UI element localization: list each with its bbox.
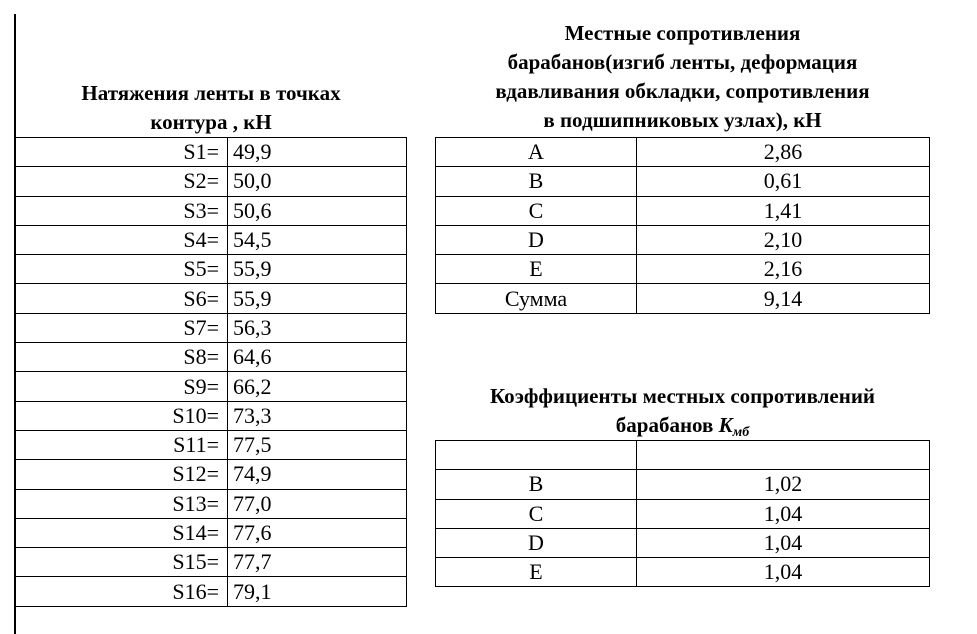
resistance-label-cell: D — [436, 225, 637, 254]
coefficient-value-cell: 1,02 — [637, 470, 930, 499]
tension-label-cell: S9= — [16, 372, 228, 401]
tension-value-cell: 77,0 — [228, 489, 407, 518]
tension-value-cell: 74,9 — [228, 460, 407, 489]
resistances-heading — [435, 19, 930, 135]
tension-value-cell: 55,9 — [228, 255, 407, 284]
tension-label-cell: S12= — [16, 460, 228, 489]
coefficient-value-cell: 1,04 — [637, 528, 930, 557]
tension-label-cell: S7= — [16, 313, 228, 342]
coefficients-heading — [435, 382, 930, 447]
resistance-row — [436, 225, 930, 254]
resistance-label-cell: E — [436, 255, 637, 284]
tension-heading — [15, 79, 407, 137]
tension-heading-line1: Натяжения ленты в точках — [81, 81, 341, 105]
tension-row — [16, 489, 407, 518]
coefficient-label-cell: E — [436, 558, 637, 587]
tension-value-cell: 77,6 — [228, 518, 407, 547]
tension-value-cell: 55,9 — [228, 284, 407, 313]
tension-value-cell: 73,3 — [228, 401, 407, 430]
tension-value-cell: 66,2 — [228, 372, 407, 401]
resistances-heading-line4: в подшипниковых узлах), кН — [543, 108, 822, 132]
tension-row — [16, 196, 407, 225]
tension-value-cell: 77,7 — [228, 548, 407, 577]
resistance-row — [436, 138, 930, 167]
tension-row — [16, 401, 407, 430]
resistance-value-cell: 2,10 — [637, 225, 930, 254]
tension-row — [16, 255, 407, 284]
tension-label-cell: S2= — [16, 167, 228, 196]
tension-row — [16, 548, 407, 577]
tension-row — [16, 518, 407, 547]
tension-label-cell: S8= — [16, 343, 228, 372]
resistance-value-cell: 2,86 — [637, 138, 930, 167]
tension-label-cell: S11= — [16, 430, 228, 459]
tension-row — [16, 343, 407, 372]
resistance-label-cell: B — [436, 167, 637, 196]
coefficient-value-cell: 1,04 — [637, 499, 930, 528]
tension-label-cell: S6= — [16, 284, 228, 313]
tension-label-cell: S3= — [16, 196, 228, 225]
tension-row — [16, 430, 407, 459]
tension-value-cell: 50,0 — [228, 167, 407, 196]
tension-value-cell: 50,6 — [228, 196, 407, 225]
kmb-subscript: мб — [732, 425, 750, 440]
resistances-heading-line3: вдавливания обкладки, сопротивления — [495, 79, 870, 103]
tension-row — [16, 372, 407, 401]
resistance-value-cell: 2,16 — [637, 255, 930, 284]
tension-row — [16, 225, 407, 254]
tension-value-cell: 79,1 — [228, 577, 407, 606]
resistance-value-cell: 0,61 — [637, 167, 930, 196]
resistances-heading-line1: Местные сопротивления — [564, 21, 801, 45]
tension-row — [16, 577, 407, 606]
coefficient-label-cell — [436, 441, 637, 470]
coefficients-table — [435, 440, 930, 587]
tension-label-cell: S14= — [16, 518, 228, 547]
resistance-row — [436, 284, 930, 313]
tension-label-cell: S4= — [16, 225, 228, 254]
tension-table — [15, 137, 407, 607]
tension-label-cell: S16= — [16, 577, 228, 606]
kmb-letter: K — [718, 413, 733, 437]
coefficient-row — [436, 441, 930, 470]
resistance-label-cell: A — [436, 138, 637, 167]
resistances-heading-line2: барабанов(изгиб ленты, деформация — [507, 50, 858, 74]
resistance-row — [436, 196, 930, 225]
coefficients-heading-line1: Коэффициенты местных сопротивлений — [489, 384, 876, 408]
resistance-label-cell: C — [436, 196, 637, 225]
coefficient-row — [436, 558, 930, 587]
tension-row — [16, 167, 407, 196]
tension-heading-line2: контура , кН — [150, 110, 272, 134]
resistance-label-cell: Сумма — [436, 284, 637, 313]
coefficient-value-cell — [637, 441, 930, 470]
coefficient-label-cell: C — [436, 499, 637, 528]
tension-row — [16, 284, 407, 313]
tension-row — [16, 460, 407, 489]
coefficient-row — [436, 499, 930, 528]
tension-value-cell: 56,3 — [228, 313, 407, 342]
tension-value-cell: 49,9 — [228, 138, 407, 167]
resistance-value-cell: 1,41 — [637, 196, 930, 225]
coefficient-value-cell: 1,04 — [637, 558, 930, 587]
coefficient-label-cell: B — [436, 470, 637, 499]
tension-label-cell: S13= — [16, 489, 228, 518]
coefficient-label-cell: D — [436, 528, 637, 557]
tension-value-cell: 77,5 — [228, 430, 407, 459]
coefficient-row — [436, 528, 930, 557]
tension-row — [16, 313, 407, 342]
resistances-table — [435, 137, 930, 314]
tension-row — [16, 138, 407, 167]
tension-value-cell: 54,5 — [228, 225, 407, 254]
coefficient-row — [436, 470, 930, 499]
tension-label-cell: S15= — [16, 548, 228, 577]
resistance-value-cell: 9,14 — [637, 284, 930, 313]
resistance-row — [436, 167, 930, 196]
resistance-row — [436, 255, 930, 284]
kmb-symbol — [718, 413, 750, 440]
tension-label-cell: S1= — [16, 138, 228, 167]
tension-label-cell: S10= — [16, 401, 228, 430]
coefficients-heading-text: барабанов — [615, 413, 719, 437]
tension-label-cell: S5= — [16, 255, 228, 284]
tension-value-cell: 64,6 — [228, 343, 407, 372]
